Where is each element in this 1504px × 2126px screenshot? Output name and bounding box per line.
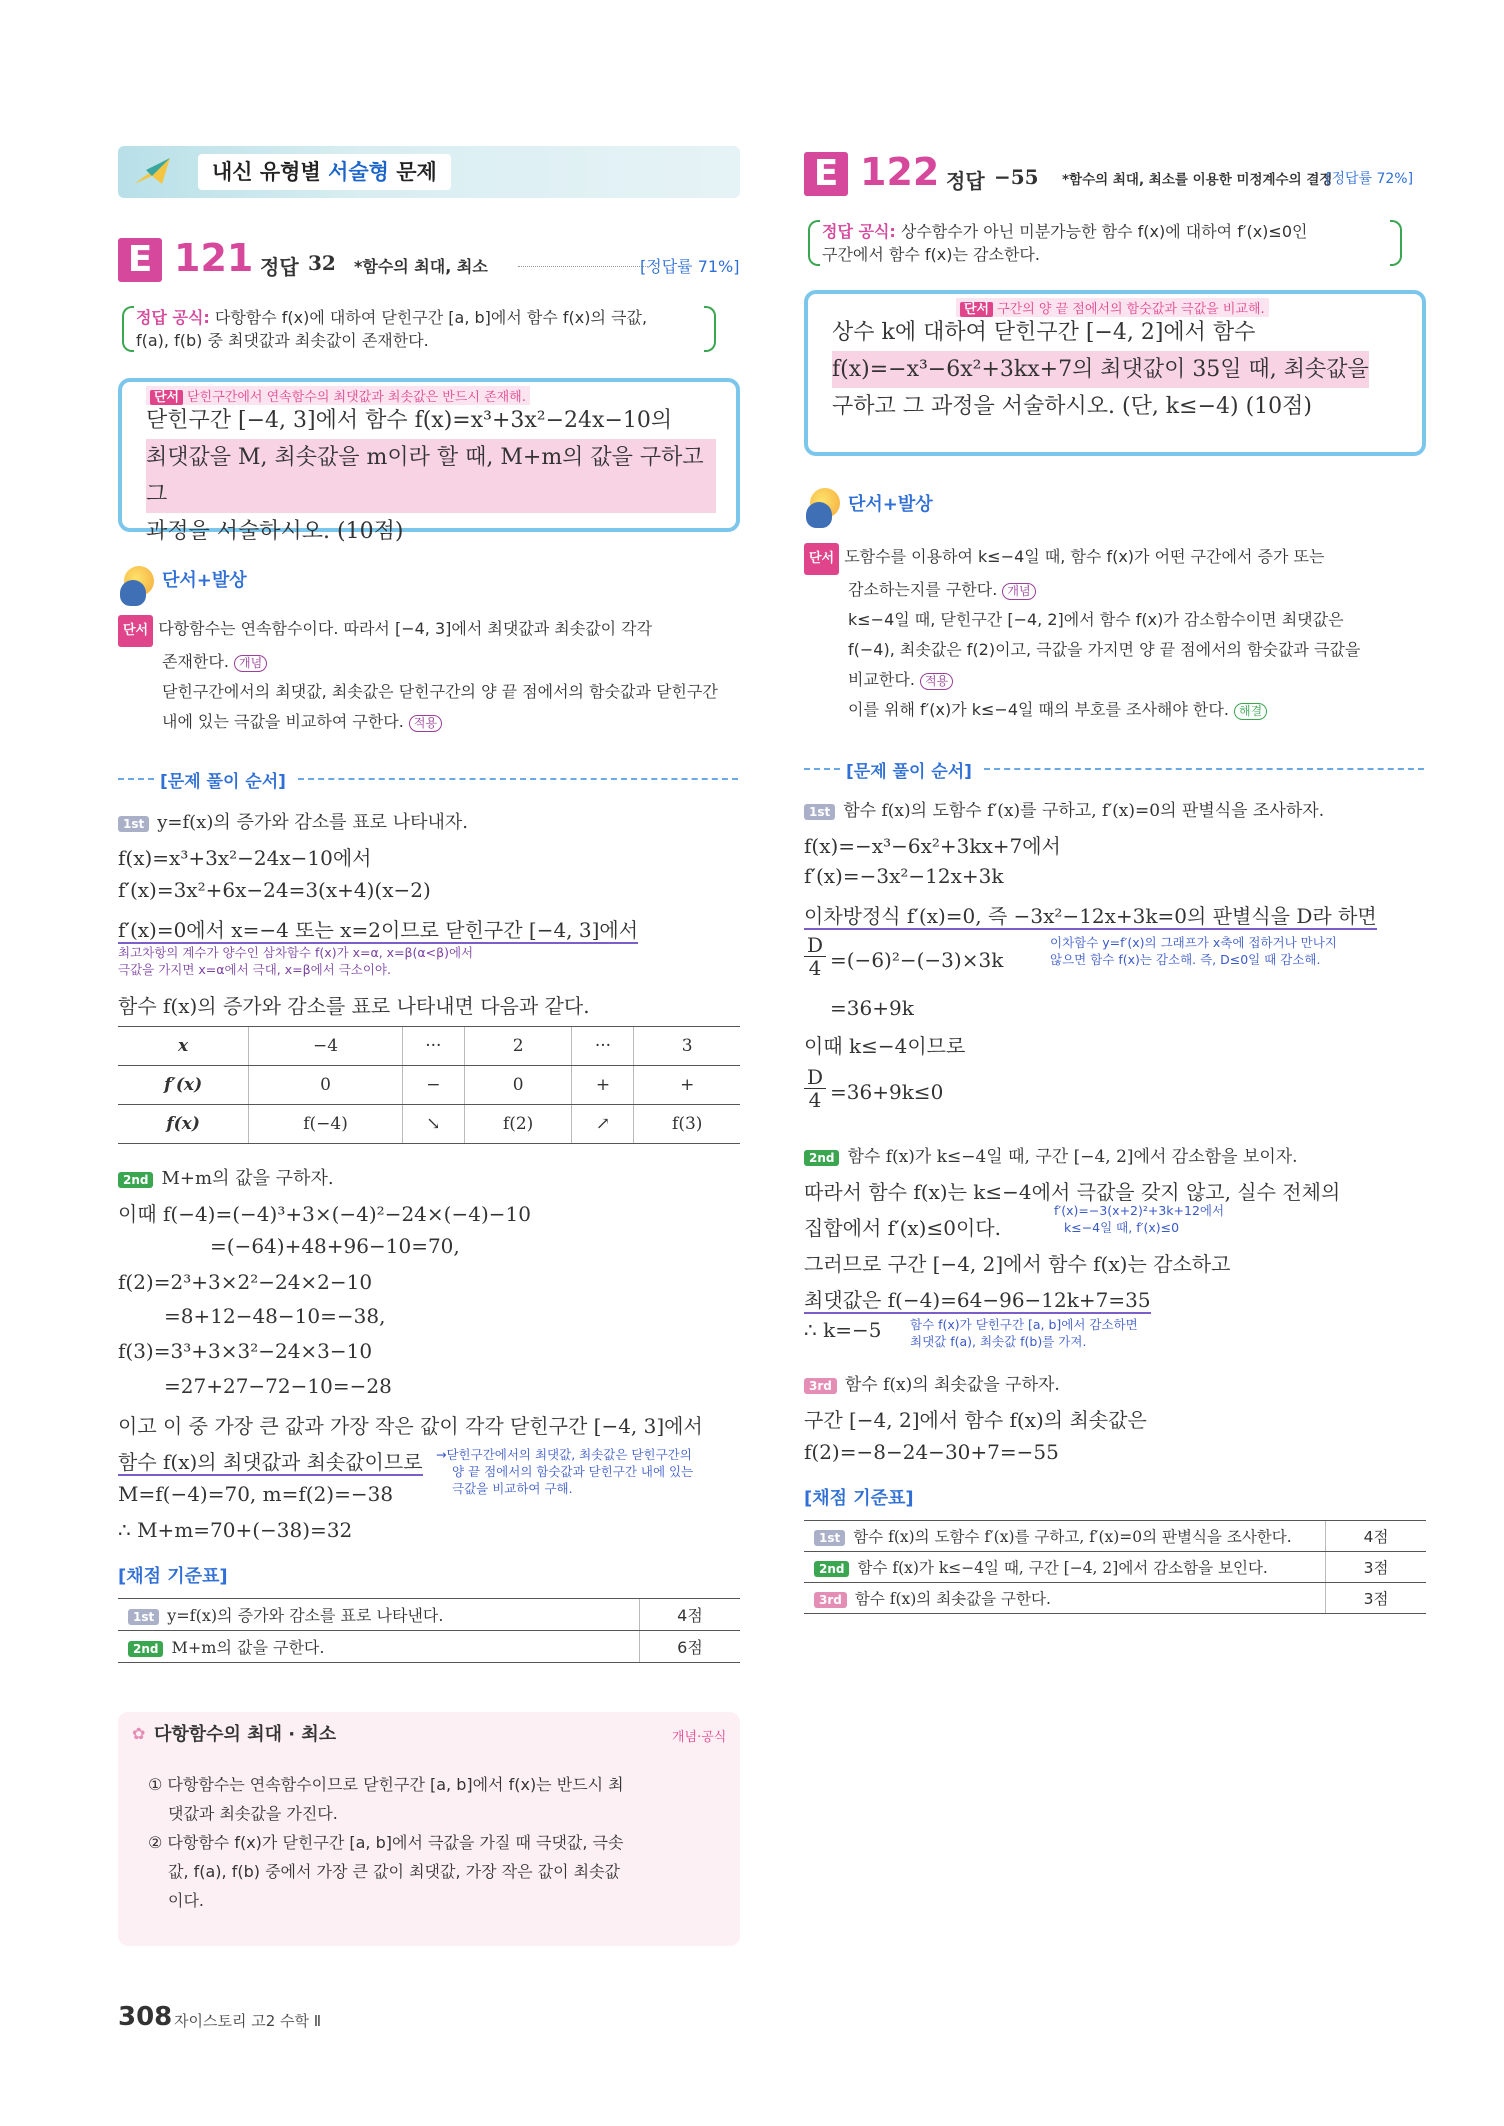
hint-title: 단서+발상	[848, 494, 933, 515]
math-line: =(−64)+48+96−10=70,	[210, 1234, 460, 1258]
step2-title: 2nd 함수 f(x)가 k≤−4일 때, 구간 [−4, 2]에서 감소함을 보이자.	[804, 1142, 1298, 1167]
accuracy-rate: [정답률 72%]	[1326, 171, 1414, 187]
banner-title: 내신 유형별 서술형 문제	[198, 154, 451, 190]
concept-body: ① 다항함수는 연속함수이므로 닫힌구간 [a, b]에서 f(x)는 반드시 최 댓값과 최솟값을 가진다. ② 다항함수 f(x)가 닫힌구간 [a, b]에서 극값을 가질 때 극댓값, 극솟 값, f(a), f(b) 중에서 가장 큰 값이 최댓값, 가장 작은 값이 최솟값 이다.	[148, 1775, 624, 1910]
apply-chip: 적용	[920, 673, 953, 690]
step1-title: 1st 함수 f(x)의 도함수 f′(x)를 구하고, f′(x)=0의 판별식을 조사하자.	[804, 796, 1324, 821]
hint-body: 단서 도함수를 이용하여 k≤−4일 때, 함수 f(x)가 어떤 구간에서 증가 또는 감소하는지를 구한다. 개념 k≤−4일 때, 닫힌구간 [−4, 2]에서 함수 f(x)가 감소함수이면 최댓값은 f(−4), 최솟값은 f(2)이고, 극값을 가지면 양 끝 점에서의 함숫값과 극값을 비교한다. 적용 이를 위해 f′(x)가 k≤−4일 때의 부호를 조사해야 한다. 해결	[804, 542, 1426, 725]
fraction-d4: D 4	[804, 1066, 826, 1111]
accuracy-rate: [정답률 71%]	[640, 257, 740, 276]
math-line: 함수 f(x)의 증가와 감소를 표로 나타내면 다음과 같다.	[118, 994, 590, 1018]
concept-chip: 개념	[1002, 583, 1035, 600]
math-line: =(−6)²−(−3)×3k	[830, 948, 1004, 972]
solution-order-title: [문제 풀이 순서]	[846, 762, 972, 782]
formula-note: 정답 공식: 상수함수가 아닌 미분가능한 함수 f(x)에 대하여 f′(x)≤0인 구간에서 함수 f(x)는 감소한다.	[822, 220, 1388, 266]
problem-text: 닫힌구간 [−4, 3]에서 함수 f(x)=x³+3x²−24x−10의 최댓값을 M, 최솟값을 m이라 할 때, M+m의 값을 구하고 그 과정을 서술하시오. (10점)	[146, 402, 716, 550]
table-row: 2nd M+m의 값을 구한다. 6점	[118, 1631, 740, 1663]
math-line: =8+12−48−10=−38,	[164, 1304, 386, 1328]
problem-number: 122	[860, 150, 940, 194]
concept-chip: 개념	[234, 655, 267, 672]
hint-body: 단서 다항함수는 연속함수이다. 따라서 [−4, 3]에서 최댓값과 최솟값이 각각 존재한다. 개념 닫힌구간에서의 최댓값, 최솟값은 닫힌구간의 양 끝 점에서의 함숫값과 닫힌구간 내에 있는 극값을 비교하여 구한다. 적용	[118, 614, 740, 737]
grading-table	[118, 1598, 740, 1663]
table-row: 2nd 함수 f(x)가 k≤−4일 때, 구간 [−4, 2]에서 감소함을 보인다. 3점	[804, 1552, 1426, 1583]
math-line: 따라서 함수 f(x)는 k≤−4에서 극값을 갖지 않고, 실수 전체의	[804, 1180, 1341, 1204]
table-row: 1st y=f(x)의 증가와 감소를 표로 나타낸다. 4점	[118, 1599, 740, 1631]
side-note: f′(x)=−3(x+2)²+3k+12에서 k≤−4일 때, f′(x)≤0	[1054, 1203, 1225, 1235]
math-line: 이차방정식 f′(x)=0, 즉 −3x²−12x+3k=0의 판별식을 D라 하면	[804, 904, 1377, 928]
problem-text: 상수 k에 대하여 닫힌구간 [−4, 2]에서 함수 f(x)=−x³−6x²+3kx+7의 최댓값이 35일 때, 최솟값을 구하고 그 과정을 서술하시오. (단, k≤−4) (10점)	[832, 320, 1369, 419]
problem-122-header	[804, 152, 848, 196]
hint-title: 단서+발상	[162, 570, 247, 591]
math-line: =36+9k	[830, 996, 914, 1020]
side-note: →닫힌구간에서의 최댓값, 최솟값은 닫힌구간의 양 끝 점에서의 함숫값과 닫힌구간 내에 있는 극값을 비교하여 구해.	[436, 1447, 694, 1496]
step1-title: 1st y=f(x)의 증가와 감소를 표로 나타내자.	[118, 808, 468, 834]
side-note: 이차함수 y=f′(x)의 그래프가 x축에 접하거나 만나지 않으면 함수 f(x)는 감소해. 즉, D≤0일 때 감소해.	[1050, 935, 1337, 967]
concept-title: 다항함수의 최대 · 최소	[154, 1724, 337, 1745]
topic: *함수의 최대, 최소	[354, 257, 488, 276]
cue-note: 단서 구간의 양 끝 점에서의 함숫값과 극값을 비교해.	[956, 298, 1269, 317]
answer-value: 32	[308, 251, 336, 275]
step3-title: 3rd 함수 f(x)의 최솟값을 구하자.	[804, 1370, 1060, 1395]
topic-leader	[518, 266, 648, 267]
math-line: f(x)=x³+3x²−24x−10에서	[118, 846, 372, 870]
problem-box	[804, 290, 1426, 456]
side-note: 함수 f(x)가 닫힌구간 [a, b]에서 감소하면 최댓값 f(a), 최솟값 f(b)를 가져.	[910, 1317, 1138, 1349]
problem-number: 121	[174, 236, 254, 280]
idea-bulb-icon	[810, 488, 840, 518]
math-line: ∴ k=−5	[804, 1318, 882, 1342]
math-line: f(2)=2³+3×2²−24×2−10	[118, 1270, 373, 1294]
math-line: f(2)=−8−24−30+7=−55	[804, 1440, 1059, 1464]
book-title: 자이스토리 고2 수학 Ⅱ	[174, 2012, 322, 2030]
problem-box	[118, 378, 740, 544]
math-line: =36+9k≤0	[830, 1080, 944, 1104]
math-line: f′(x)=−3x²−12x+3k	[804, 864, 1004, 888]
formula-note: 정답 공식: 다항함수 f(x)에 대하여 닫힌구간 [a, b]에서 함수 f(x)의 극값, f(a), f(b) 중 최댓값과 최솟값이 존재한다.	[136, 306, 702, 352]
math-line: 집합에서 f′(x)≤0이다.	[804, 1216, 1001, 1240]
grading-title: [채점 기준표]	[804, 1488, 914, 1509]
table-row: x −4 ··· 2 ··· 3	[118, 1027, 740, 1066]
fraction-d4: D 4	[804, 934, 826, 979]
problem-letter: E	[118, 238, 162, 282]
answer-value: −55	[994, 165, 1039, 189]
apply-chip: 적용	[409, 715, 442, 732]
table-row: f(x) f(−4) ↘ f(2) ↗ f(3)	[118, 1105, 740, 1144]
flower-icon: ✿	[132, 1724, 146, 1743]
table-row: f′(x) 0 − 0 + +	[118, 1066, 740, 1105]
math-line: 구간 [−4, 2]에서 함수 f(x)의 최솟값은	[804, 1408, 1147, 1432]
side-note: 최고차항의 계수가 양수인 삼차함수 f(x)가 x=α, x=β(α<β)에서 극값을 가지면 x=α에서 극대, x=β에서 극소이야.	[118, 945, 474, 977]
concept-tag: 개념·공식	[672, 1730, 727, 1745]
answer-label: 정답	[260, 255, 299, 279]
section-banner	[118, 146, 740, 198]
math-line: f(3)=3³+3×3²−24×3−10	[118, 1339, 373, 1363]
plane-icon	[132, 154, 176, 190]
problem-letter: E	[804, 152, 848, 196]
math-line: f(x)=−x³−6x²+3kx+7에서	[804, 834, 1061, 858]
topic: *함수의 최대, 최소를 이용한 미정계수의 결정	[1062, 172, 1333, 188]
math-line: 함수 f(x)의 최댓값과 최솟값이므로	[118, 1450, 423, 1474]
math-line: 그러므로 구간 [−4, 2]에서 함수 f(x)는 감소하고	[804, 1252, 1231, 1276]
math-line: f′(x)=3x²+6x−24=3(x+4)(x−2)	[118, 878, 431, 902]
math-line: ∴ M+m=70+(−38)=32	[118, 1518, 353, 1542]
grading-title: [채점 기준표]	[118, 1566, 228, 1587]
answer-label: 정답	[946, 169, 985, 193]
problem-121-header	[118, 238, 162, 282]
step2-title: 2nd M+m의 값을 구하자.	[118, 1164, 334, 1190]
idea-bulb-icon	[124, 566, 154, 596]
math-line: f′(x)=0에서 x=−4 또는 x=2이므로 닫힌구간 [−4, 3]에서	[118, 918, 639, 942]
solution-order-title: [문제 풀이 순서]	[160, 772, 286, 792]
solve-chip: 해결	[1234, 703, 1267, 720]
math-line: M=f(−4)=70, m=f(2)=−38	[118, 1482, 394, 1506]
table-row: 3rd 함수 f(x)의 최솟값을 구한다. 3점	[804, 1583, 1426, 1614]
table-row: 1st 함수 f(x)의 도함수 f′(x)를 구하고, f′(x)=0의 판별식을 조사한다. 4점	[804, 1521, 1426, 1552]
grading-table	[804, 1520, 1426, 1614]
math-line: =27+27−72−10=−28	[164, 1374, 392, 1398]
math-line: 최댓값은 f(−4)=64−96−12k+7=35	[804, 1288, 1151, 1312]
math-line: 이때 k≤−4이므로	[804, 1034, 966, 1058]
page-number: 308	[118, 2002, 173, 2032]
increase-decrease-table	[118, 1026, 740, 1144]
math-line: 이때 f(−4)=(−4)³+3×(−4)²−24×(−4)−10	[118, 1202, 531, 1226]
math-line: 이고 이 중 가장 큰 값과 가장 작은 값이 각각 닫힌구간 [−4, 3]에서	[118, 1414, 703, 1438]
cue-note: 단서 닫힌구간에서 연속함수의 최댓값과 최솟값은 반드시 존재해.	[146, 386, 530, 405]
